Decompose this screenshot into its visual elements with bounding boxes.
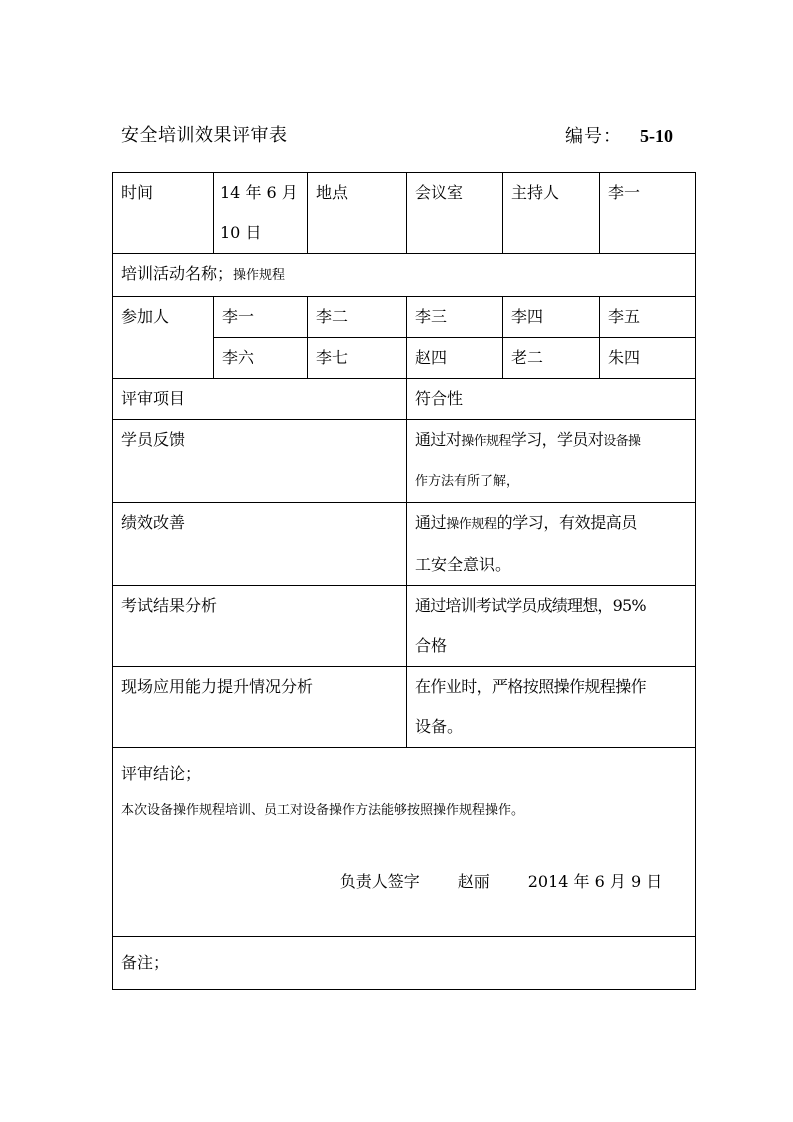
document-number-value: 5-10 <box>640 126 673 146</box>
document-header <box>121 124 673 150</box>
participant: 朱四 <box>600 338 696 379</box>
conclusion-label: 评审结论； <box>121 764 202 783</box>
document-number <box>565 124 673 149</box>
evaluation-header-row <box>113 379 696 420</box>
signer-label: 负责人签字 <box>339 872 420 891</box>
activity-value: 操作规程 <box>233 268 286 283</box>
signature-line <box>121 828 687 936</box>
evaluation-result-line1: 通过培训考试学员成绩理想，95% <box>415 596 646 615</box>
result-text: 操作规程 <box>461 434 511 449</box>
remarks-row <box>113 937 696 990</box>
activity-label: 培训活动名称； <box>121 264 234 283</box>
conclusion-text: 本次设备操作规程培训、员工对设备操作方法能够按照操作规程操作。 <box>121 803 525 818</box>
sign-date: 2014 年 6 月 9 日 <box>527 872 663 891</box>
activity-cell <box>113 254 696 297</box>
host-value: 李一 <box>600 173 696 254</box>
evaluation-result-line2: 合格 <box>415 636 448 655</box>
evaluation-item: 学员反馈 <box>113 420 407 503</box>
document-title: 安全培训效果评审表 <box>121 125 288 146</box>
review-table <box>112 172 696 990</box>
evaluation-result <box>407 503 696 586</box>
result-text: 的学习，有效提高员 <box>496 513 638 532</box>
participant: 李六 <box>214 338 308 379</box>
evaluation-result-line2: 作方法有所了解， <box>415 474 520 489</box>
activity-row <box>113 254 696 297</box>
info-row <box>113 173 696 254</box>
evaluation-result <box>407 667 696 748</box>
evaluation-result <box>407 586 696 667</box>
conclusion-cell <box>113 748 696 937</box>
conclusion-row <box>113 748 696 937</box>
participant: 老二 <box>503 338 600 379</box>
result-text: 设备操 <box>603 434 641 449</box>
time-value-line2: 10 日 <box>220 223 262 242</box>
result-text: 通过对 <box>415 430 462 449</box>
evaluation-result-line2: 设备。 <box>415 717 464 736</box>
result-text: 学习，学员对 <box>510 430 604 449</box>
evaluation-row <box>113 503 696 586</box>
participant: 李二 <box>308 297 407 338</box>
evaluation-item: 绩效改善 <box>113 503 407 586</box>
evaluation-compliance-header: 符合性 <box>407 379 696 420</box>
evaluation-row <box>113 667 696 748</box>
result-text: 通过 <box>415 513 447 532</box>
participant: 赵四 <box>407 338 503 379</box>
host-label: 主持人 <box>503 173 600 254</box>
participant: 李三 <box>407 297 503 338</box>
evaluation-result <box>407 420 696 503</box>
location-value: 会议室 <box>407 173 503 254</box>
evaluation-item-header: 评审项目 <box>113 379 407 420</box>
location-label: 地点 <box>308 173 407 254</box>
participant: 李四 <box>503 297 600 338</box>
participant: 李七 <box>308 338 407 379</box>
remarks-label: 备注； <box>113 937 696 990</box>
time-value <box>214 173 308 254</box>
participants-row-1 <box>113 297 696 338</box>
evaluation-row <box>113 420 696 503</box>
participant: 李一 <box>214 297 308 338</box>
participant: 李五 <box>600 297 696 338</box>
evaluation-result-line1: 在作业时，严格按照操作规程操作 <box>415 677 647 696</box>
evaluation-result-line1 <box>415 420 687 462</box>
result-text: 操作规程 <box>446 517 497 532</box>
document-number-label: 编号： <box>565 126 622 147</box>
evaluation-result-line2: 工安全意识。 <box>415 555 512 574</box>
signer-name: 赵丽 <box>457 872 490 891</box>
evaluation-item: 考试结果分析 <box>113 586 407 667</box>
evaluation-row <box>113 586 696 667</box>
time-value-line1: 14 年 6 月 <box>220 183 298 202</box>
evaluation-result-line1 <box>415 503 687 545</box>
time-label: 时间 <box>113 173 214 254</box>
evaluation-item: 现场应用能力提升情况分析 <box>113 667 407 748</box>
participants-label: 参加人 <box>113 297 214 379</box>
